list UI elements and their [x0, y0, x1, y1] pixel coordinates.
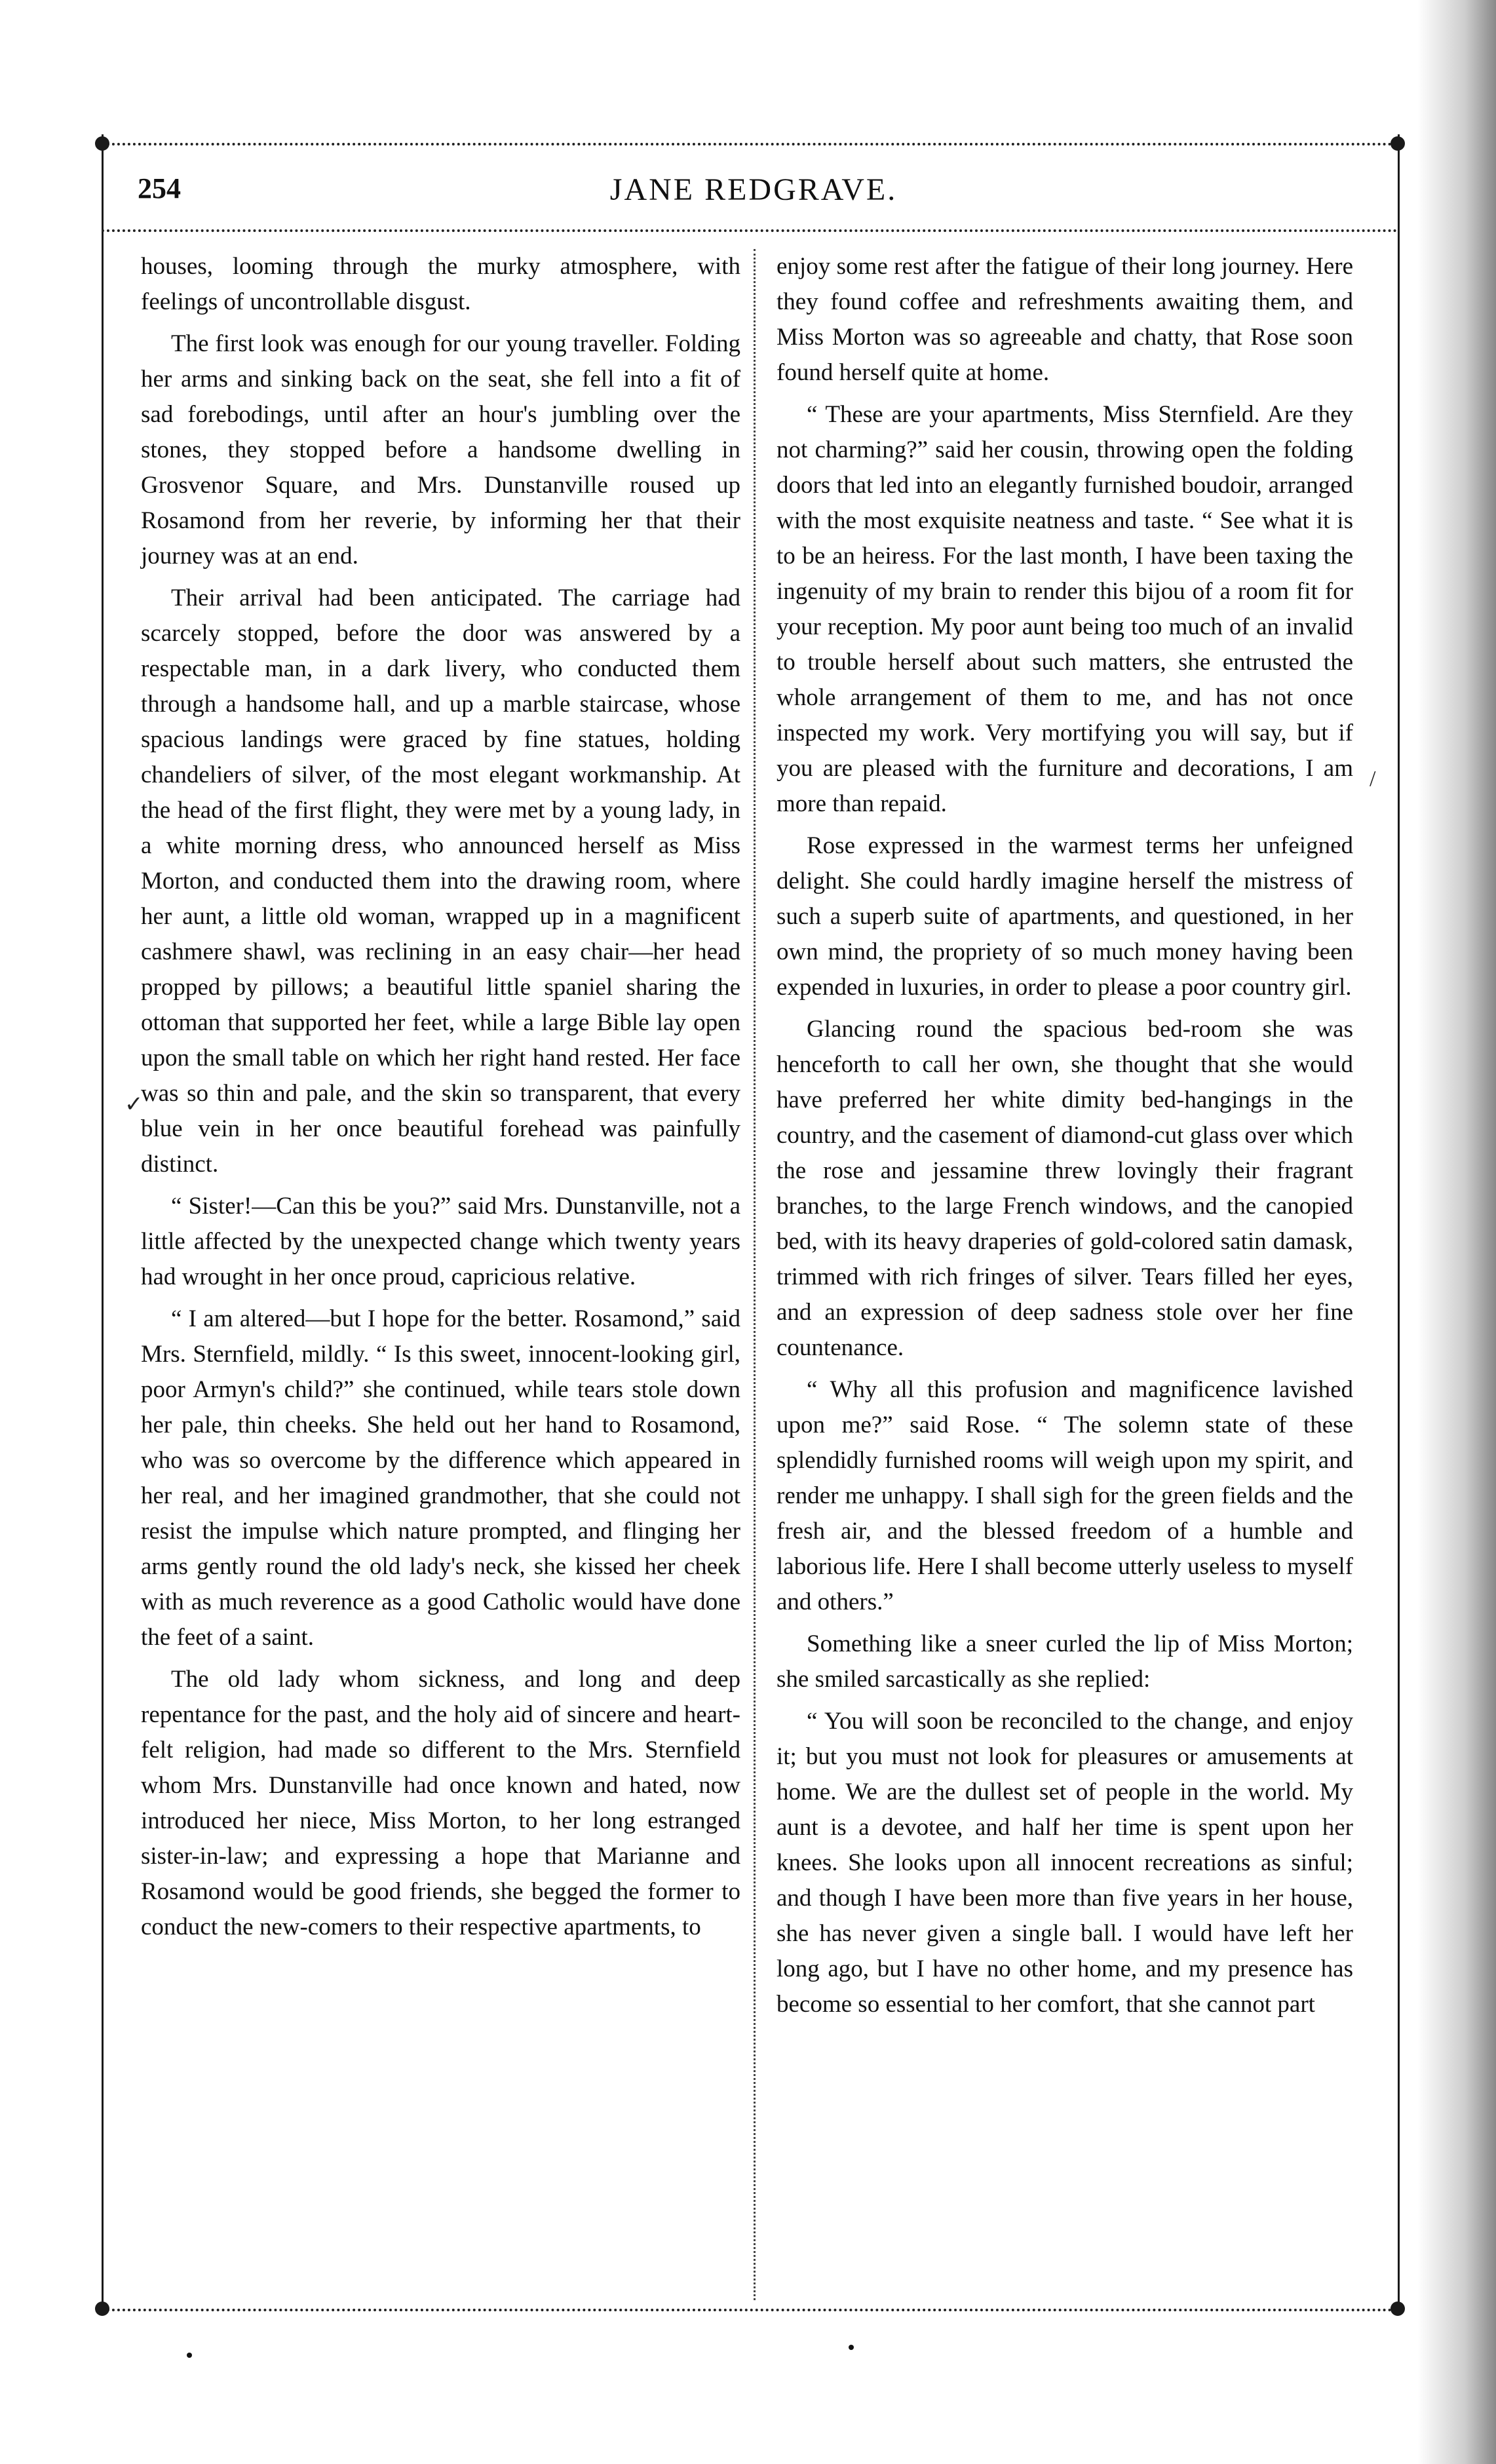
- left-column: [141, 249, 740, 1952]
- page-number: 254: [138, 172, 181, 204]
- bottom-dotted-rule: [102, 2309, 1398, 2311]
- running-title: JANE REDGRAVE.: [609, 172, 898, 207]
- bottom-right-ornament-icon: [1391, 2301, 1405, 2316]
- scan-speck: [849, 2345, 854, 2350]
- paragraph: The old lady whom sickness, and long and deep repentance for the past, and the holy aid of sincere and heart-felt religion, had made so different to the Mrs. Sternfield whom Mrs. Dunstanville had once known and hated, now introduced her niece, Miss Morton, to her long estranged sister-in-law; and expressing a hope that Marianne and Rosamond would be good friends, she begged the former to conduct the new-comers to their respective apartments, to: [141, 1666, 740, 1940]
- column-divider: [754, 249, 756, 2300]
- paragraph: Glancing round the spacious bed-room she was henceforth to call her own, she thought that she would have preferred her white dimity bed-hangings in the country, and the casement of diamond-cut glass over which the rose and jessamine threw lovingly their fragrant branches, to the large French windows, and the canopied bed, with its heavy draperies of gold-colored satin damask, trimmed with rich fringes of silver. Tears filled her eyes, and an expression of deep sadness stole over her fine countenance.: [777, 1016, 1353, 1361]
- scan-edge-shadow: [1417, 0, 1496, 2464]
- page-header: [131, 172, 1376, 218]
- scan-speck: [187, 2353, 192, 2358]
- paragraph: “ You will soon be reconciled to the change, and enjoy it; but you must not look for pleasures or amusements at home. We are the dullest set of people in the world. My aunt is a devotee, and half her time is spent upon her knees. She looks upon all innocent recreations as sinful; and though I have been more than five years in her house, she has never given a single ball. I would have left her long ago, but I have no other home, and my presence has become so essential to her comfort, that she cannot part: [777, 1708, 1353, 2018]
- paragraph: Their arrival had been anticipated. The carriage had scarcely stopped, before the door was answered by a respectable man, in a dark livery, who conducted them through a handsome hall, and up a marble staircase, whose spacious landings were graced by fine statues, holding chandeliers of silver, of the most elegant workmanship. At the head of the first flight, they were met by a young lady, in a white morning dress, who announced herself as Miss Morton, and conducted them into the drawing room, where her aunt, a little old woman, wrapped up in a magnificent cashmere shawl, was reclining in an easy chair—her head propped by pillows; a beautiful little spaniel sharing the ottoman that supported her feet, while a large Bible lay open upon the small table on which her right hand rested. Her face was so thin and pale, and the skin so transparent, that every blue vein in her once beautiful forehead was painfully distinct.: [141, 585, 740, 1178]
- paragraph: houses, looming through the murky atmosphere, with feelings of uncontrollable disgust.: [141, 253, 740, 315]
- bottom-left-ornament-icon: [95, 2301, 109, 2316]
- paragraph: Rose expressed in the warmest terms her unfeigned delight. She could hardly imagine herself the mistress of such a superb suite of apartments, and questioned, in her own mind, the propriety of so much money having been expended in luxuries, in order to please a poor country girl.: [777, 832, 1353, 1001]
- paragraph: “ I am altered—but I hope for the better. Rosamond,” said Mrs. Sternfield, mildly. “ Is this sweet, innocent-looking girl, poor Armyn's child?” she continued, while tears stole down her pale, thin cheeks. She held out her hand to Rosamond, who was so overcome by the difference which appeared in her real, and her imagined grandmother, that she could not resist the impulse which nature prompted, and flinging her arms gently round the old lady's neck, she kissed her cheek with as much reverence as a good Catholic would have done the feet of a saint.: [141, 1305, 740, 1651]
- paragraph: The first look was enough for our young traveller. Folding her arms and sinking back on the seat, she fell into a fit of sad forebodings, until after an hour's jumbling over the stones, they stopped before a handsome dwelling in Grosvenor Square, and Mrs. Dunstanville roused up Rosamond from her reverie, by informing her that their journey was at an end.: [141, 330, 740, 569]
- top-right-ornament-icon: [1391, 136, 1405, 151]
- paragraph: “ Sister!—Can this be you?” said Mrs. Dunstanville, not a little affected by the unexpected change which twenty years had wrought in her once proud, capricious relative.: [141, 1193, 740, 1290]
- right-column: [777, 249, 1353, 2029]
- paragraph: “ Why all this profusion and magnificence lavished upon me?” said Rose. “ The solemn state of these splendidly furnished rooms will weigh upon my spirit, and render me unhappy. I shall sigh for the green fields and the fresh air, and the blessed freedom of a humble and laborious life. Here I shall become utterly useless to myself and others.”: [777, 1376, 1353, 1615]
- paragraph: enjoy some rest after the fatigue of their long journey. Here they found coffee and refreshments awaiting them, and Miss Morton was so agreeable and chatty, that Rose soon found herself quite at home.: [777, 253, 1353, 386]
- paragraph: “ These are your apartments, Miss Sternfield. Are they not charming?” said her cousin, throwing open the folding doors that led into an elegantly furnished boudoir, arranged with the most exquisite neatness and taste. “ See what it is to be an heiress. For the last month, I have been taxing the ingenuity of my brain to render this bijou of a room fit for your reception. My poor aunt being too much of an invalid to trouble herself about such matters, she entrusted the whole arrangement of them to me, and has not once inspected my work. Very mortifying you will say, but if you are pleased with the furniture and decorations, I am more than repaid.: [777, 401, 1353, 817]
- margin-check-mark: ✓: [125, 1092, 144, 1117]
- paragraph: Something like a sneer curled the lip of Miss Morton; she smiled sarcastically as she replied:: [777, 1630, 1353, 1693]
- header-dotted-rule: [102, 229, 1398, 232]
- margin-tick-mark: /: [1370, 767, 1376, 791]
- top-dotted-rule: [102, 143, 1398, 145]
- top-left-ornament-icon: [95, 136, 109, 151]
